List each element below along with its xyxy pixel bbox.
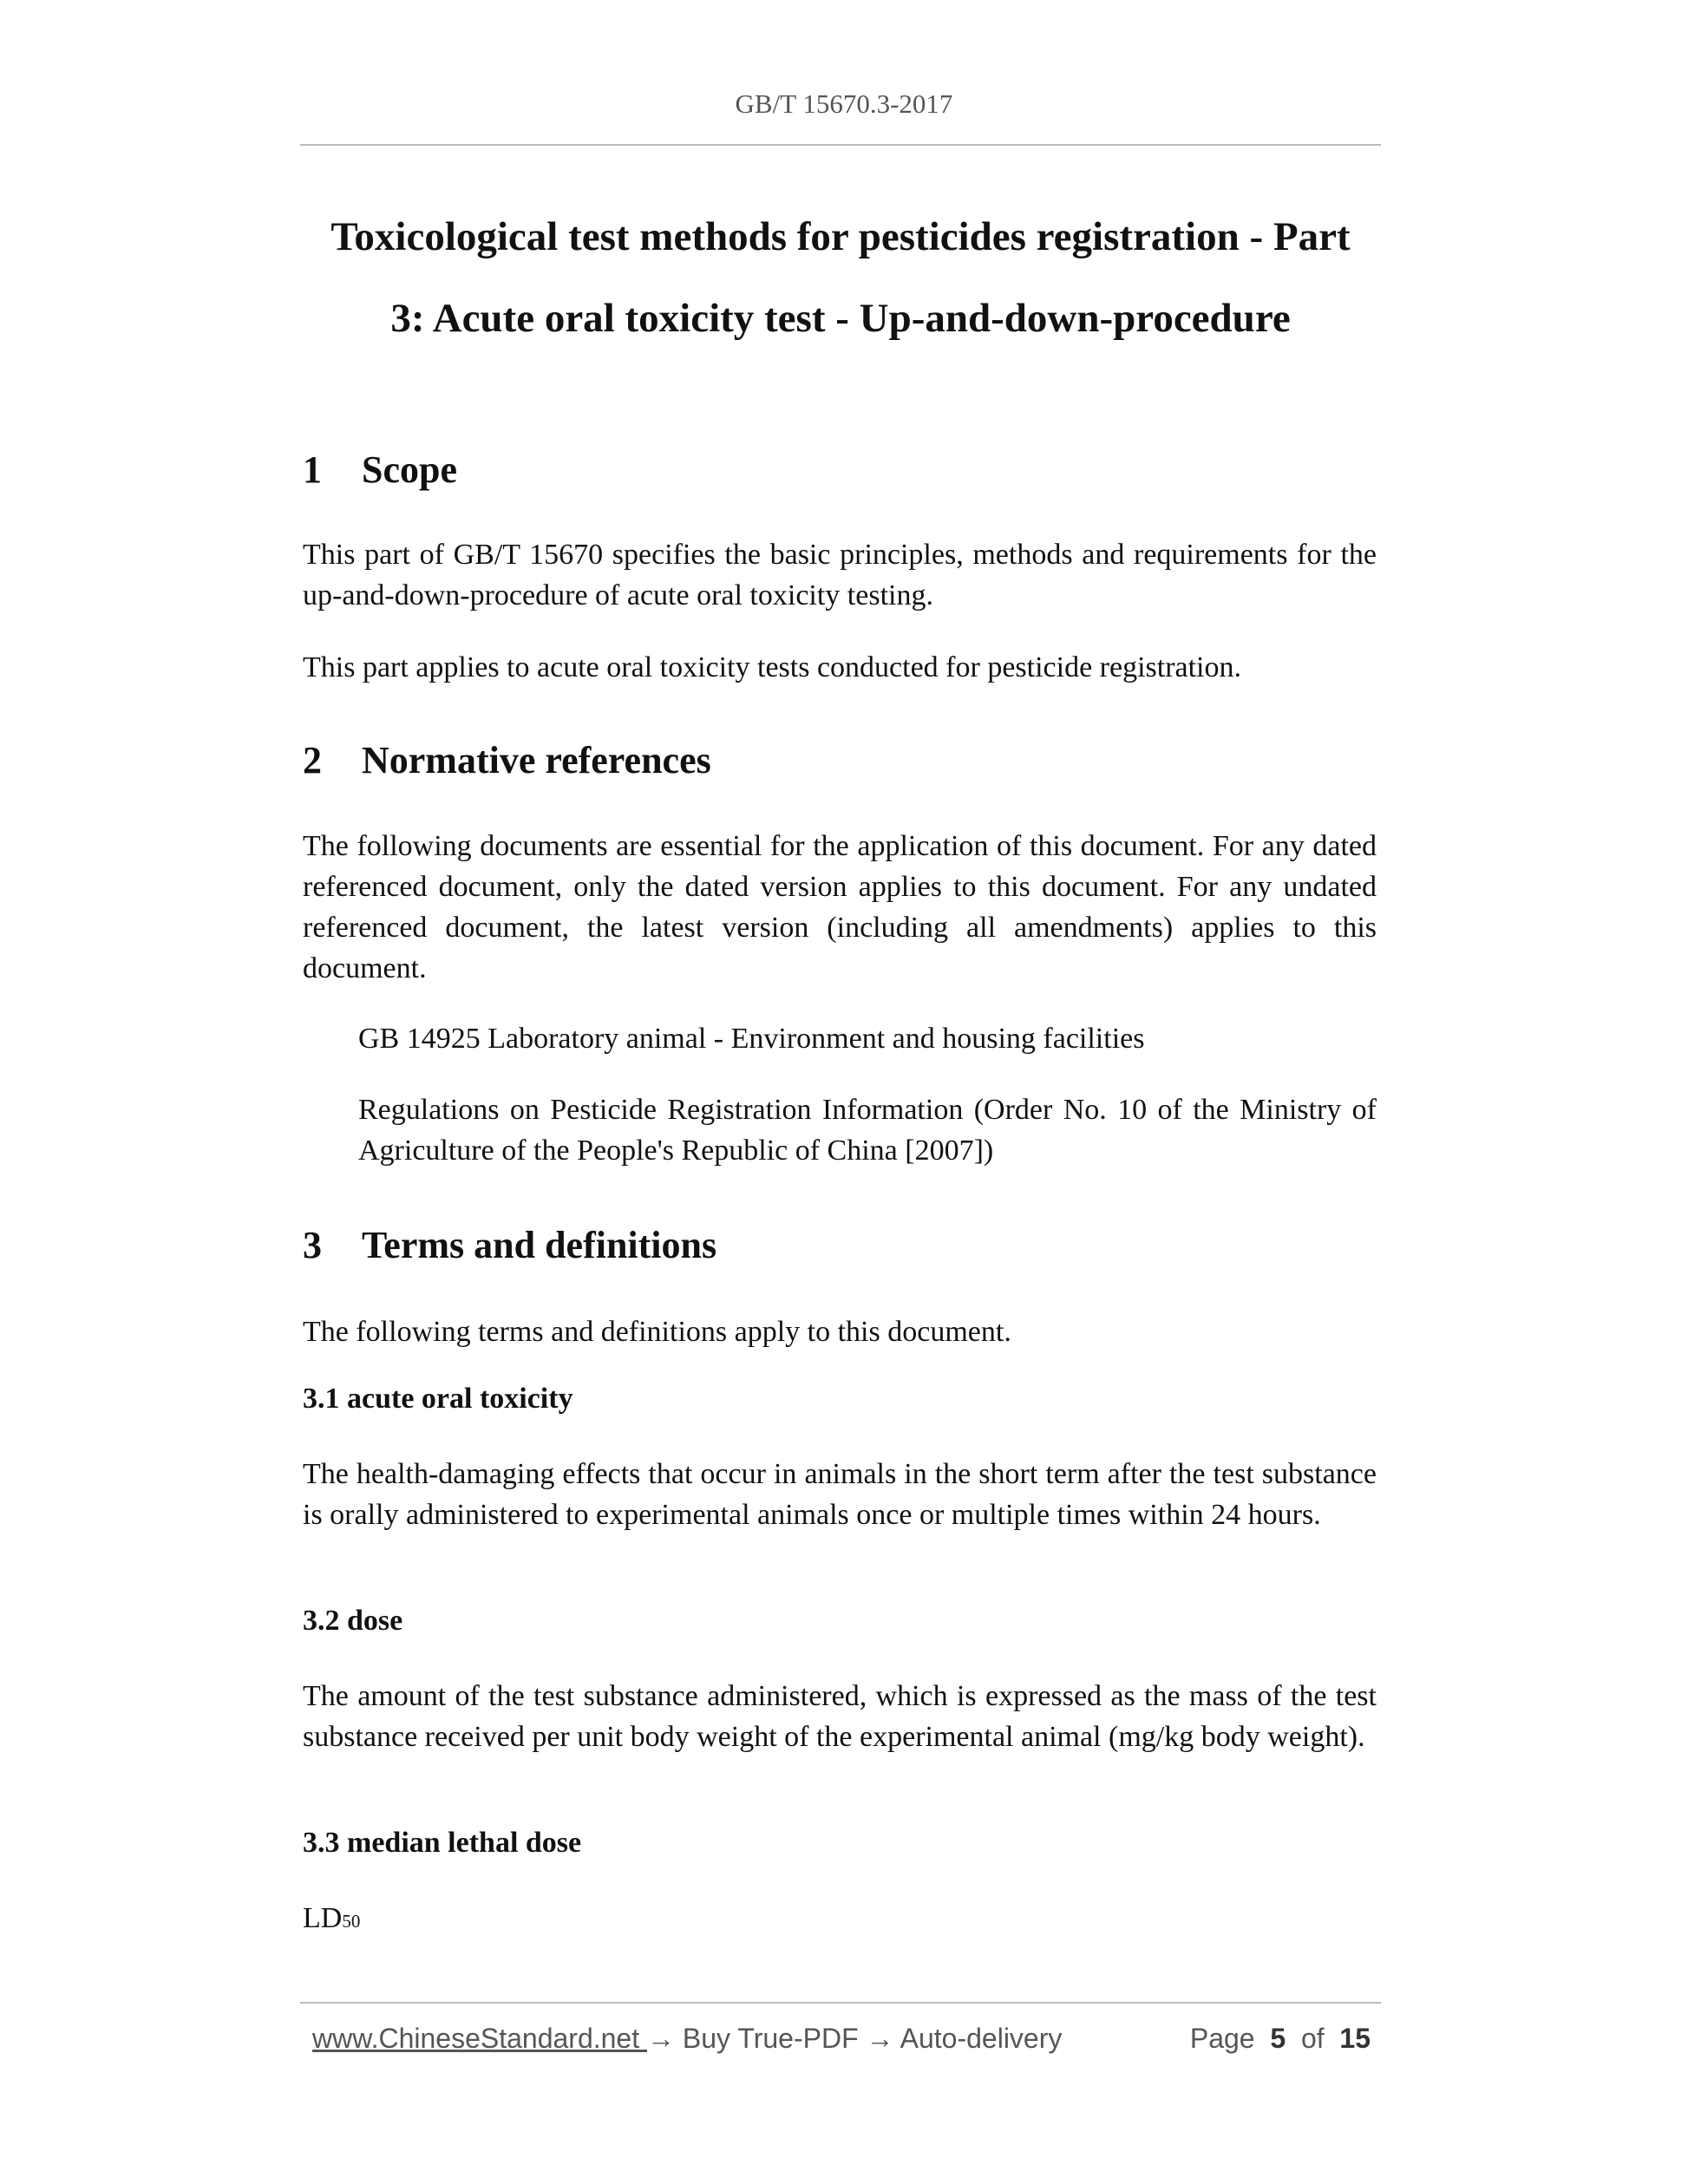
terms-intro: The following terms and definitions apply to this document. (303, 1316, 1011, 1348)
of-label: of (1300, 2023, 1325, 2054)
section-number: 1 (303, 448, 322, 491)
ld-symbol: LD (303, 1902, 343, 1934)
footer-buy-text: Buy True-PDF (675, 2023, 867, 2054)
section-heading-scope (303, 448, 457, 492)
scope-paragraph-2: This part applies to acute oral toxicity tests conducted for pesticide registration. (303, 651, 1242, 683)
reference-item-2: Regulations on Pesticide Registration Information (Order No. 10 of the Ministry of Agriculture of the People's Republic of China [2007]) (358, 1094, 1377, 1167)
section-heading-normative (303, 738, 711, 782)
term-symbol-ld50 (303, 1898, 1377, 1942)
page-label: Page (1189, 2023, 1255, 2054)
section-number: 3 (303, 1224, 322, 1266)
section-heading-terms (303, 1223, 716, 1267)
section-title: Scope (362, 448, 457, 491)
normative-paragraph: The following documents are essential for the application of this document. For any dated referenced document, only the dated version applies to this document. For any undated referenced document, the latest version (including all amendments) applies to this document. (303, 830, 1377, 984)
arrow-right-icon: → (866, 2023, 894, 2054)
title-line-1: Toxicological test methods for pesticides registration - Part (330, 214, 1351, 259)
header-divider (300, 144, 1381, 146)
term-definition-acute-oral-toxicity: The health-damaging effects that occur in animals in the short term after the test substance is orally administered to experimental animals once or multiple times within 24 hours. (303, 1458, 1377, 1531)
term-definition-dose: The amount of the test substance administered, which is expressed as the mass of the test substance received per unit body weight of the experimental animal (mg/kg body weight). (303, 1680, 1377, 1753)
page-number: 5 (1270, 2023, 1286, 2054)
title-line-2: 3: Acute oral toxicity test - Up-and-down-procedure (390, 296, 1291, 341)
footer-divider (300, 2002, 1381, 2004)
page-total: 15 (1339, 2023, 1371, 2054)
ld-subscript: 50 (342, 1911, 361, 1932)
section-title: Terms and definitions (362, 1224, 717, 1266)
section-number: 2 (303, 739, 322, 781)
term-title-median-lethal-dose: 3.3 median lethal dose (303, 1827, 582, 1859)
running-header: GB/T 15670.3-2017 (735, 88, 953, 119)
term-title-acute-oral-toxicity: 3.1 acute oral toxicity (303, 1383, 573, 1415)
arrow-right-icon: → (647, 2023, 675, 2054)
page-indicator (1190, 2023, 1371, 2055)
scope-paragraph-1: This part of GB/T 15670 specifies the basic principles, methods and requirements for the up-and-down-procedure of acute oral toxicity testing. (303, 539, 1377, 611)
footer-delivery-text: Auto-delivery (893, 2023, 1063, 2054)
document-title (300, 196, 1381, 359)
term-title-dose: 3.2 dose (303, 1605, 403, 1637)
chinesestandard-link[interactable]: www.ChineseStandard.net (312, 2023, 647, 2054)
reference-item-1: GB 14925 Laboratory animal - Environment and housing facilities (358, 1023, 1145, 1055)
page-footer (312, 2023, 1371, 2055)
section-title: Normative references (362, 739, 711, 781)
